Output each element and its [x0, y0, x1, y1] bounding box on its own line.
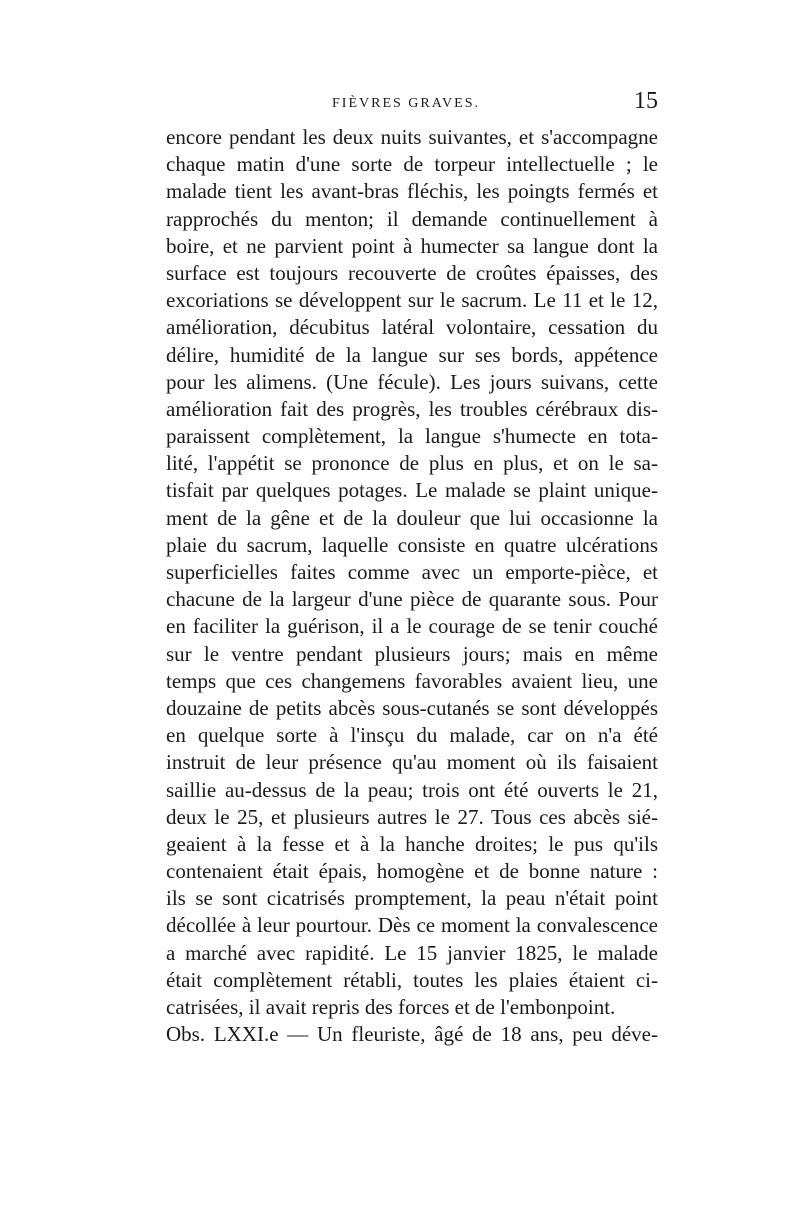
text-line: plaie du sacrum, laquelle consiste en quatre ulcérations	[166, 532, 658, 557]
text-line: en quelque sorte à l'insçu du malade, car on n'a été	[166, 723, 658, 748]
text-line: paraissent complètement, la langue s'humecte en tota-	[166, 424, 658, 449]
text-line: ils se sont cicatrisés promptement, la peau n'était point	[166, 886, 658, 911]
text-line: pour les alimens. (Une fécule). Les jours suivans, cette	[166, 369, 658, 394]
text-line: amélioration, décubitus latéral volontaire, cessation du	[166, 315, 658, 340]
text-line: chacune de la largeur d'une pièce de quarante sous. Pour	[166, 587, 658, 612]
text-line: rapprochés du menton; il demande continuellement à	[166, 206, 658, 231]
text-line: tisfait par quelques potages. Le malade se plaint unique-	[166, 478, 658, 503]
text-line: excoriations se développent sur le sacrum. Le 11 et le 12,	[166, 288, 658, 313]
text-line: a marché avec rapidité. Le 15 janvier 1825, le malade	[166, 940, 658, 965]
text-line: ment de la gêne et de la douleur que lui occasionne la	[166, 505, 658, 530]
text-line: amélioration fait des progrès, les troubles cérébraux dis-	[166, 396, 658, 421]
text-line: temps que ces changemens favorables avaient lieu, une	[166, 668, 658, 693]
text-line: Obs. LXXI.e — Un fleuriste, âgé de 18 ans, peu déve-	[166, 1022, 658, 1047]
text-line: chaque matin d'une sorte de torpeur intellectuelle ; le	[166, 152, 658, 177]
page-number: 15	[634, 88, 658, 114]
text-line: délire, humidité de la langue sur ses bords, appétence	[166, 342, 658, 367]
text-line: en faciliter la guérison, il a le courage de se tenir couché	[166, 614, 658, 639]
text-line: malade tient les avant-bras fléchis, les poingts fermés et	[166, 179, 658, 204]
text-line: deux le 25, et plusieurs autres le 27. Tous ces abcès sié-	[166, 804, 658, 829]
text-line: catrisées, il avait repris des forces et de l'embonpoint.	[166, 995, 616, 1019]
text-line: instruit de leur présence qu'au moment où ils faisaient	[166, 750, 658, 775]
text-line: décollée à leur pourtour. Dès ce moment la convalescence	[166, 913, 658, 938]
text-line: surface est toujours recouverte de croûtes épaisses, des	[166, 260, 658, 285]
text-line: sur le ventre pendant plusieurs jours; mais en même	[166, 641, 658, 666]
running-head: FIÈVRES GRAVES.	[332, 96, 480, 111]
text-line: superficielles faites comme avec un emporte-pièce, et	[166, 560, 658, 584]
text-line: douzaine de petits abcès sous-cutanés se sont développés	[166, 695, 658, 720]
text-line: était complètement rétabli, toutes les plaies étaient ci-	[166, 967, 658, 992]
text-line: lité, l'appétit se prononce de plus en plus, et on le sa-	[166, 451, 658, 476]
text-line: encore pendant les deux nuits suivantes, et s'accompagne	[166, 125, 658, 149]
text-line: geaient à la fesse et à la hanche droites; le pus qu'ils	[166, 831, 658, 856]
text-line: contenaient était épais, homogène et de bonne nature :	[166, 859, 658, 884]
body-text	[166, 124, 658, 1048]
text-line: boire, et ne parvient point à humecter sa langue dont la	[166, 233, 658, 258]
text-line: saillie au-dessus de la peau; trois ont été ouverts le 21,	[166, 777, 658, 802]
